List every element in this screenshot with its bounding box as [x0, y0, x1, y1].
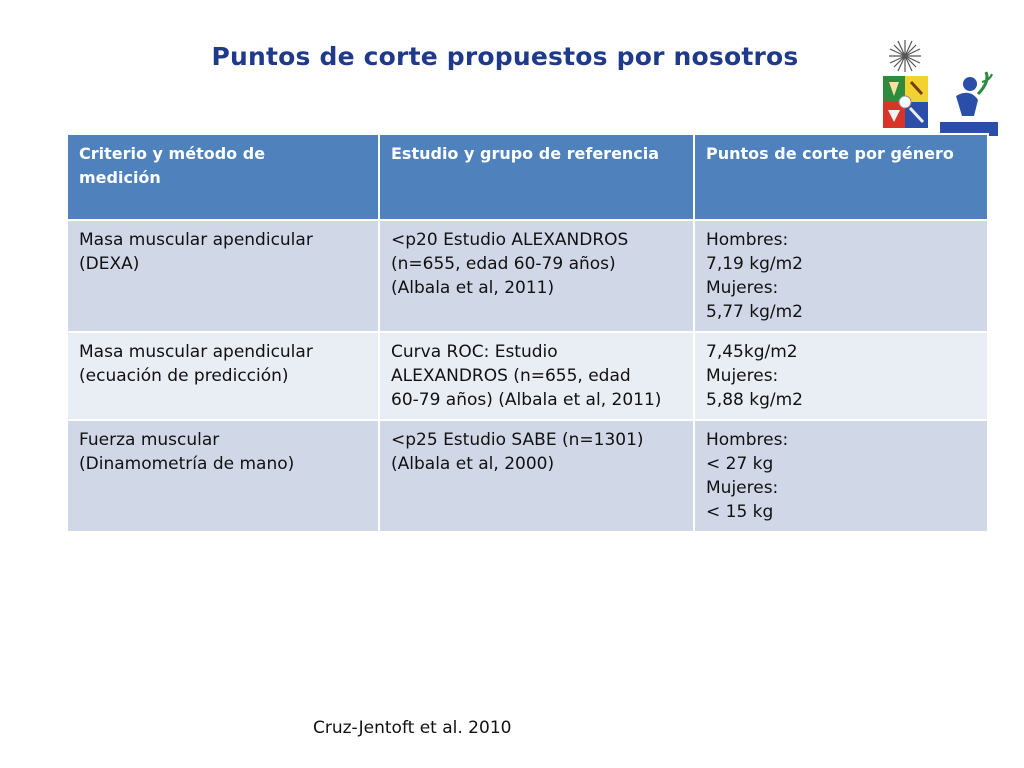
cell-puntos	[694, 420, 988, 532]
citation: Cruz-Jentoft et al. 2010	[313, 718, 512, 738]
cell-line: Hombres:	[706, 430, 789, 450]
table-row	[67, 220, 988, 332]
cell-line: Masa muscular apendicular	[79, 230, 313, 250]
cell-puntos	[694, 332, 988, 420]
cell-line: ALEXANDROS (n=655, edad	[391, 366, 631, 386]
table-row	[67, 420, 988, 532]
cell-criterio	[67, 220, 379, 332]
cell-line: <p20 Estudio ALEXANDROS	[391, 230, 629, 250]
cell-line: (ecuación de predicción)	[79, 366, 289, 386]
cell-line: Curva ROC: Estudio	[391, 342, 558, 362]
cell-criterio	[67, 332, 379, 420]
cell-line: (DEXA)	[79, 254, 140, 274]
cell-puntos	[694, 220, 988, 332]
header-puntos-de-corte	[694, 134, 988, 220]
cell-estudio	[379, 220, 694, 332]
header-line: medición	[79, 168, 161, 187]
header-line: Criterio y método de	[79, 144, 266, 163]
cell-line: < 27 kg	[706, 454, 774, 474]
star-icon	[889, 40, 921, 72]
header-line: Estudio y grupo de referencia	[391, 144, 660, 163]
table-row	[67, 332, 988, 420]
cell-line: (Albala et al, 2000)	[391, 454, 555, 474]
cell-line: <p25 Estudio SABE (n=1301)	[391, 430, 644, 450]
cell-line: Fuerza muscular	[79, 430, 220, 450]
cell-line: Mujeres:	[706, 478, 779, 498]
cell-line: < 15 kg	[706, 502, 774, 522]
header-estudio	[379, 134, 694, 220]
cell-line: (Dinamometría de mano)	[79, 454, 295, 474]
cell-line: 5,88 kg/m2	[706, 390, 803, 410]
cell-line: 7,19 kg/m2	[706, 254, 803, 274]
header-line: Puntos de corte por género	[706, 144, 954, 163]
cell-estudio	[379, 332, 694, 420]
institution-logos	[878, 36, 998, 136]
cell-line: Mujeres:	[706, 366, 779, 386]
cell-line: (Albala et al, 2011)	[391, 278, 555, 298]
university-seal-logo	[878, 36, 998, 136]
table-header-row	[67, 134, 988, 220]
cell-line: 5,77 kg/m2	[706, 302, 803, 322]
cell-line: Hombres:	[706, 230, 789, 250]
cell-line: Mujeres:	[706, 278, 779, 298]
slide-title: Puntos de corte propuestos por nosotros	[211, 42, 799, 71]
cell-criterio	[67, 420, 379, 532]
cell-estudio	[379, 420, 694, 532]
cell-line: 60-79 años) (Albala et al, 2011)	[391, 390, 662, 410]
cell-line: Masa muscular apendicular	[79, 342, 313, 362]
inta-logo	[940, 72, 998, 136]
cutoff-points-table	[66, 133, 989, 533]
header-criterio	[67, 134, 379, 220]
cell-line: (n=655, edad 60-79 años)	[391, 254, 616, 274]
cell-line: 7,45kg/m2	[706, 342, 798, 362]
